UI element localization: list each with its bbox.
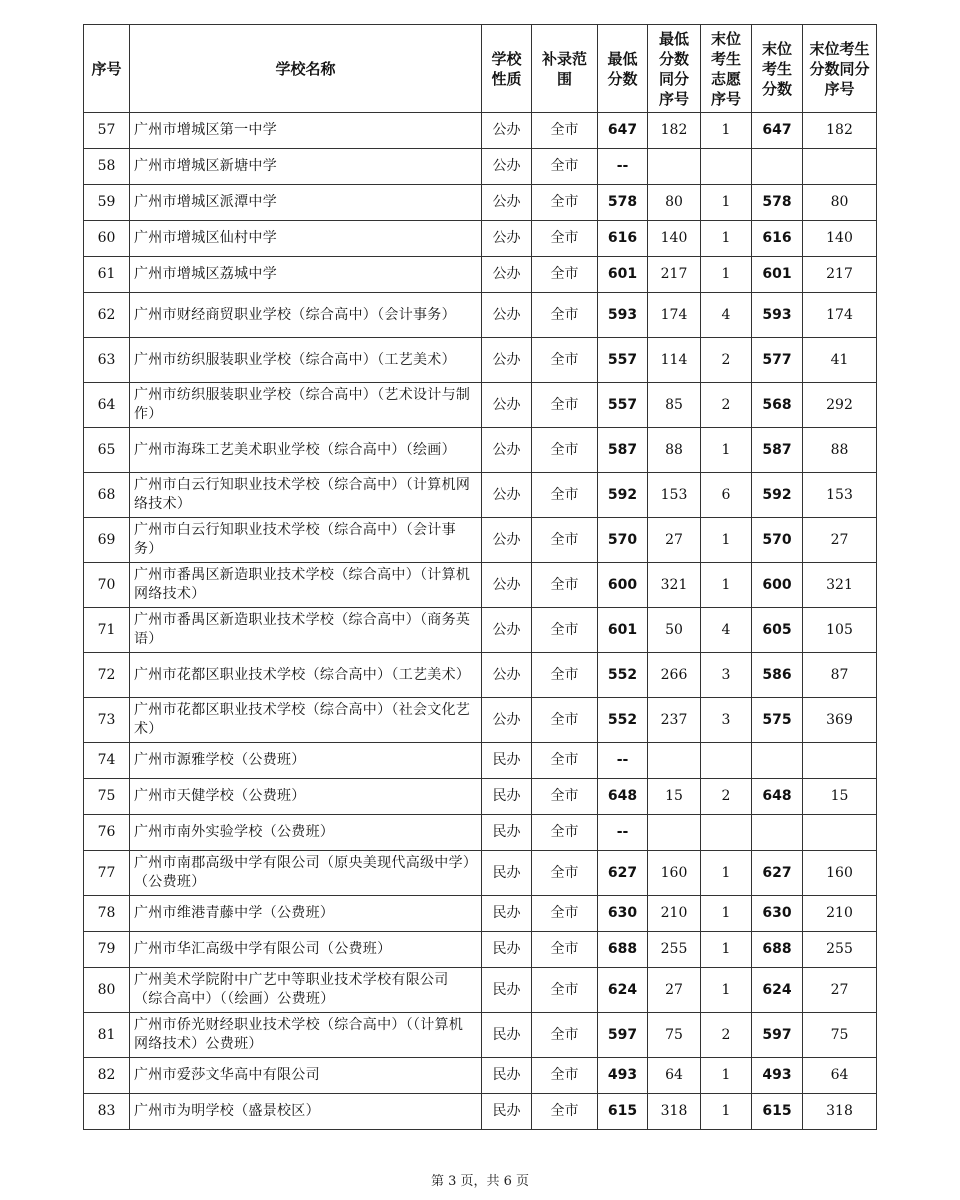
last-choice-rank-cell: 1 <box>701 257 752 293</box>
column-header-line: 序号 <box>710 89 741 108</box>
last-score-rank-cell: 27 <box>803 518 877 563</box>
last-score-rank-cell: 174 <box>803 293 877 338</box>
row-number-cell: 82 <box>84 1058 130 1094</box>
row-number-cell: 70 <box>84 563 130 608</box>
last-score-rank-cell: 88 <box>803 428 877 473</box>
column-header-line: 序号 <box>658 89 689 108</box>
last-score-rank-cell: 318 <box>803 1094 877 1130</box>
admission-scope-cell: 全市 <box>532 257 598 293</box>
last-score-cell: 627 <box>752 851 803 896</box>
last-choice-rank-cell: 2 <box>701 383 752 428</box>
school-name-cell: 广州市增城区新塘中学 <box>130 149 482 185</box>
min-score-rank-cell: 321 <box>648 563 701 608</box>
last-choice-rank-cell: 1 <box>701 896 752 932</box>
min-score-cell: 493 <box>598 1058 648 1094</box>
last-score-rank-cell: 369 <box>803 698 877 743</box>
school-name-cell: 广州市花都区职业技术学校（综合高中）（工艺美术） <box>130 653 482 698</box>
row-number-cell: 75 <box>84 779 130 815</box>
school-name-cell: 广州市增城区第一中学 <box>130 113 482 149</box>
school-name-cell: 广州市海珠工艺美术职业学校（综合高中）（绘画） <box>130 428 482 473</box>
min-score-rank-cell: 85 <box>648 383 701 428</box>
min-score-rank-cell: 174 <box>648 293 701 338</box>
school-name-cell: 广州市维港青藤中学（公费班） <box>130 896 482 932</box>
last-score-rank-cell: 210 <box>803 896 877 932</box>
admission-scope-cell: 全市 <box>532 428 598 473</box>
school-name-cell: 广州市增城区派潭中学 <box>130 185 482 221</box>
min-score-cell: 578 <box>598 185 648 221</box>
table-row <box>84 815 877 851</box>
table-row <box>84 113 877 149</box>
min-score-rank-cell: 140 <box>648 221 701 257</box>
school-name-cell: 广州市南郡高级中学有限公司（原央美现代高级中学）（公费班） <box>130 851 482 896</box>
school-nature-cell: 公办 <box>482 257 532 293</box>
last-score-rank-cell: 140 <box>803 221 877 257</box>
school-nature-cell: 民办 <box>482 815 532 851</box>
min-score-cell: 648 <box>598 779 648 815</box>
min-score-cell: 627 <box>598 851 648 896</box>
last-choice-rank-cell: 2 <box>701 779 752 815</box>
min-score-rank-cell <box>648 149 701 185</box>
last-score-cell: 593 <box>752 293 803 338</box>
last-choice-rank-cell: 1 <box>701 518 752 563</box>
school-nature-cell: 民办 <box>482 1013 532 1058</box>
table-row <box>84 698 877 743</box>
table-row <box>84 221 877 257</box>
row-number-cell: 64 <box>84 383 130 428</box>
school-nature-cell: 民办 <box>482 968 532 1013</box>
table-row <box>84 383 877 428</box>
table-row <box>84 257 877 293</box>
last-choice-rank-cell: 1 <box>701 563 752 608</box>
min-score-cell: 552 <box>598 653 648 698</box>
column-header <box>648 25 701 113</box>
last-choice-rank-cell: 4 <box>701 293 752 338</box>
last-score-cell: 587 <box>752 428 803 473</box>
last-choice-rank-cell: 1 <box>701 968 752 1013</box>
min-score-rank-cell: 237 <box>648 698 701 743</box>
last-score-rank-cell: 15 <box>803 779 877 815</box>
last-choice-rank-cell <box>701 815 752 851</box>
last-score-cell: 647 <box>752 113 803 149</box>
last-score-rank-cell <box>803 815 877 851</box>
table-row <box>84 608 877 653</box>
last-score-rank-cell: 27 <box>803 968 877 1013</box>
school-name-cell: 广州市华汇高级中学有限公司（公费班） <box>130 932 482 968</box>
min-score-cell: 557 <box>598 338 648 383</box>
last-score-rank-cell: 217 <box>803 257 877 293</box>
min-score-cell: 601 <box>598 257 648 293</box>
last-score-cell: 688 <box>752 932 803 968</box>
table-row <box>84 149 877 185</box>
row-number-cell: 77 <box>84 851 130 896</box>
admission-scope-cell: 全市 <box>532 185 598 221</box>
row-number-cell: 73 <box>84 698 130 743</box>
last-score-rank-cell: 87 <box>803 653 877 698</box>
school-name-cell: 广州市纺织服装职业学校（综合高中）（艺术设计与制作） <box>130 383 482 428</box>
last-choice-rank-cell: 3 <box>701 698 752 743</box>
admission-scope-cell: 全市 <box>532 851 598 896</box>
last-choice-rank-cell: 1 <box>701 113 752 149</box>
min-score-cell: 647 <box>598 113 648 149</box>
admission-scope-cell: 全市 <box>532 968 598 1013</box>
min-score-cell: 624 <box>598 968 648 1013</box>
table-row <box>84 653 877 698</box>
min-score-rank-cell: 266 <box>648 653 701 698</box>
column-header-line: 末位考生 <box>809 39 870 58</box>
min-score-cell: 552 <box>598 698 648 743</box>
last-choice-rank-cell: 1 <box>701 1094 752 1130</box>
last-score-rank-cell: 105 <box>803 608 877 653</box>
last-choice-rank-cell: 2 <box>701 1013 752 1058</box>
last-score-cell: 624 <box>752 968 803 1013</box>
last-score-cell: 577 <box>752 338 803 383</box>
school-name-cell: 广州市番禺区新造职业技术学校（综合高中）（计算机网络技术） <box>130 563 482 608</box>
admission-scope-cell: 全市 <box>532 608 598 653</box>
column-header <box>598 25 648 113</box>
min-score-cell: 592 <box>598 473 648 518</box>
min-score-cell: 587 <box>598 428 648 473</box>
table-row <box>84 185 877 221</box>
table-header-row <box>84 25 877 113</box>
min-score-cell: 616 <box>598 221 648 257</box>
admission-scope-cell: 全市 <box>532 1013 598 1058</box>
row-number-cell: 65 <box>84 428 130 473</box>
min-score-cell: -- <box>598 815 648 851</box>
admission-scope-cell: 全市 <box>532 293 598 338</box>
last-score-cell: 493 <box>752 1058 803 1094</box>
last-score-cell: 648 <box>752 779 803 815</box>
min-score-cell: 570 <box>598 518 648 563</box>
last-score-cell: 570 <box>752 518 803 563</box>
last-score-rank-cell: 75 <box>803 1013 877 1058</box>
admission-scope-cell: 全市 <box>532 383 598 428</box>
school-nature-cell: 民办 <box>482 1058 532 1094</box>
admission-scope-cell: 全市 <box>532 779 598 815</box>
page-number: 第 3 页，共 6 页 <box>430 1174 530 1189</box>
admission-scope-cell: 全市 <box>532 473 598 518</box>
min-score-rank-cell: 64 <box>648 1058 701 1094</box>
row-number-cell: 63 <box>84 338 130 383</box>
admission-scope-cell: 全市 <box>532 113 598 149</box>
last-score-cell: 578 <box>752 185 803 221</box>
school-nature-cell: 公办 <box>482 293 532 338</box>
row-number-cell: 61 <box>84 257 130 293</box>
min-score-rank-cell: 114 <box>648 338 701 383</box>
school-nature-cell: 公办 <box>482 563 532 608</box>
school-nature-cell: 民办 <box>482 851 532 896</box>
school-nature-cell: 公办 <box>482 113 532 149</box>
admission-scope-cell: 全市 <box>532 815 598 851</box>
last-choice-rank-cell: 1 <box>701 428 752 473</box>
min-score-rank-cell <box>648 743 701 779</box>
min-score-rank-cell: 27 <box>648 968 701 1013</box>
column-header-line: 考生 <box>761 59 792 78</box>
table-row <box>84 1013 877 1058</box>
last-score-rank-cell: 153 <box>803 473 877 518</box>
admission-scope-cell: 全市 <box>532 896 598 932</box>
school-nature-cell: 公办 <box>482 518 532 563</box>
column-header-line: 分数同分 <box>809 59 870 78</box>
last-score-rank-cell <box>803 149 877 185</box>
school-nature-cell: 公办 <box>482 149 532 185</box>
min-score-cell: 593 <box>598 293 648 338</box>
row-number-cell: 62 <box>84 293 130 338</box>
table-row <box>84 932 877 968</box>
school-nature-cell: 公办 <box>482 338 532 383</box>
min-score-rank-cell: 255 <box>648 932 701 968</box>
row-number-cell: 69 <box>84 518 130 563</box>
school-nature-cell: 民办 <box>482 1094 532 1130</box>
last-score-cell: 575 <box>752 698 803 743</box>
school-name-cell: 广州市财经商贸职业学校（综合高中）（会计事务） <box>130 293 482 338</box>
school-nature-cell: 公办 <box>482 608 532 653</box>
column-header <box>532 25 598 113</box>
row-number-cell: 78 <box>84 896 130 932</box>
school-name-cell: 广州市为明学校（盛景校区） <box>130 1094 482 1130</box>
school-nature-cell: 公办 <box>482 185 532 221</box>
min-score-rank-cell: 88 <box>648 428 701 473</box>
column-header-line: 末位 <box>761 39 792 58</box>
table-row <box>84 968 877 1013</box>
school-name-cell: 广州市白云行知职业技术学校（综合高中）（计算机网络技术） <box>130 473 482 518</box>
school-name-cell: 广州市爱莎文华高中有限公司 <box>130 1058 482 1094</box>
admission-scope-cell: 全市 <box>532 743 598 779</box>
last-score-cell: 592 <box>752 473 803 518</box>
school-nature-cell: 公办 <box>482 653 532 698</box>
admission-scope-cell: 全市 <box>532 653 598 698</box>
school-nature-cell: 民办 <box>482 932 532 968</box>
last-score-cell <box>752 149 803 185</box>
row-number-cell: 81 <box>84 1013 130 1058</box>
table-row <box>84 518 877 563</box>
last-score-cell: 605 <box>752 608 803 653</box>
admission-scope-cell: 全市 <box>532 149 598 185</box>
min-score-cell: 600 <box>598 563 648 608</box>
last-score-rank-cell: 160 <box>803 851 877 896</box>
table-row <box>84 743 877 779</box>
admission-scope-cell: 全市 <box>532 1058 598 1094</box>
column-header <box>803 25 877 113</box>
table-row <box>84 896 877 932</box>
last-score-cell <box>752 815 803 851</box>
column-header-line: 序号 <box>824 79 855 98</box>
last-choice-rank-cell: 1 <box>701 1058 752 1094</box>
last-score-cell: 615 <box>752 1094 803 1130</box>
min-score-cell: 615 <box>598 1094 648 1130</box>
last-choice-rank-cell: 3 <box>701 653 752 698</box>
last-choice-rank-cell: 2 <box>701 338 752 383</box>
min-score-cell: 688 <box>598 932 648 968</box>
school-name-cell: 广州市天健学校（公费班） <box>130 779 482 815</box>
last-score-rank-cell: 80 <box>803 185 877 221</box>
admission-scope-cell: 全市 <box>532 698 598 743</box>
last-score-cell: 630 <box>752 896 803 932</box>
admission-scope-cell: 全市 <box>532 221 598 257</box>
school-name-cell: 广州美术学院附中广艺中等职业技术学校有限公司（综合高中）（（绘画）公费班） <box>130 968 482 1013</box>
min-score-rank-cell: 50 <box>648 608 701 653</box>
table-row <box>84 563 877 608</box>
column-header-line: 末位 <box>710 29 741 48</box>
last-choice-rank-cell: 1 <box>701 851 752 896</box>
admission-scope-cell: 全市 <box>532 563 598 608</box>
column-header-line: 分数 <box>761 79 792 98</box>
row-number-cell: 76 <box>84 815 130 851</box>
min-score-cell: -- <box>598 743 648 779</box>
last-score-cell: 597 <box>752 1013 803 1058</box>
column-header <box>701 25 752 113</box>
last-score-rank-cell <box>803 743 877 779</box>
school-name-cell: 广州市白云行知职业技术学校（综合高中）（会计事务） <box>130 518 482 563</box>
last-score-rank-cell: 292 <box>803 383 877 428</box>
row-number-cell: 74 <box>84 743 130 779</box>
last-score-cell <box>752 743 803 779</box>
admission-scope-cell: 全市 <box>532 1094 598 1130</box>
admission-scope-cell: 全市 <box>532 932 598 968</box>
last-choice-rank-cell <box>701 743 752 779</box>
last-score-rank-cell: 321 <box>803 563 877 608</box>
table-row <box>84 779 877 815</box>
min-score-rank-cell <box>648 815 701 851</box>
table-row <box>84 428 877 473</box>
table-body <box>84 113 877 1130</box>
column-header-line: 性质 <box>491 69 522 88</box>
school-nature-cell: 民办 <box>482 743 532 779</box>
admission-score-table <box>83 24 877 1130</box>
last-score-cell: 601 <box>752 257 803 293</box>
school-nature-cell: 公办 <box>482 698 532 743</box>
last-choice-rank-cell: 1 <box>701 932 752 968</box>
last-score-cell: 586 <box>752 653 803 698</box>
column-header-line: 学校 <box>491 49 522 68</box>
admission-scope-cell: 全市 <box>532 518 598 563</box>
row-number-cell: 68 <box>84 473 130 518</box>
last-score-cell: 600 <box>752 563 803 608</box>
row-number-cell: 79 <box>84 932 130 968</box>
column-header-line: 最低 <box>658 29 689 48</box>
min-score-rank-cell: 210 <box>648 896 701 932</box>
school-name-cell: 广州市花都区职业技术学校（综合高中）（社会文化艺术） <box>130 698 482 743</box>
column-header-line: 补录范 <box>541 49 587 68</box>
column-header <box>752 25 803 113</box>
column-header <box>84 25 130 113</box>
column-header-line: 考生 <box>710 49 741 68</box>
last-score-rank-cell: 255 <box>803 932 877 968</box>
min-score-rank-cell: 15 <box>648 779 701 815</box>
last-choice-rank-cell <box>701 149 752 185</box>
row-number-cell: 59 <box>84 185 130 221</box>
min-score-cell: 601 <box>598 608 648 653</box>
column-header-line: 学校名称 <box>275 59 336 78</box>
school-nature-cell: 公办 <box>482 221 532 257</box>
school-name-cell: 广州市南外实验学校（公费班） <box>130 815 482 851</box>
column-header <box>130 25 482 113</box>
school-nature-cell: 公办 <box>482 383 532 428</box>
school-name-cell: 广州市纺织服装职业学校（综合高中）（工艺美术） <box>130 338 482 383</box>
row-number-cell: 57 <box>84 113 130 149</box>
last-score-cell: 568 <box>752 383 803 428</box>
school-name-cell: 广州市源雅学校（公费班） <box>130 743 482 779</box>
min-score-rank-cell: 160 <box>648 851 701 896</box>
min-score-rank-cell: 80 <box>648 185 701 221</box>
min-score-rank-cell: 153 <box>648 473 701 518</box>
school-nature-cell: 公办 <box>482 473 532 518</box>
column-header-line: 同分 <box>658 69 689 88</box>
school-name-cell: 广州市侨光财经职业技术学校（综合高中）（（计算机网络技术）公费班） <box>130 1013 482 1058</box>
last-choice-rank-cell: 4 <box>701 608 752 653</box>
school-nature-cell: 公办 <box>482 428 532 473</box>
last-choice-rank-cell: 1 <box>701 185 752 221</box>
table-row <box>84 851 877 896</box>
table-row <box>84 1058 877 1094</box>
last-score-rank-cell: 64 <box>803 1058 877 1094</box>
school-name-cell: 广州市番禺区新造职业技术学校（综合高中）（商务英语） <box>130 608 482 653</box>
column-header-line: 围 <box>556 69 572 88</box>
row-number-cell: 60 <box>84 221 130 257</box>
table-row <box>84 293 877 338</box>
last-choice-rank-cell: 6 <box>701 473 752 518</box>
last-choice-rank-cell: 1 <box>701 221 752 257</box>
row-number-cell: 72 <box>84 653 130 698</box>
column-header-line: 最低 <box>607 49 638 68</box>
last-score-rank-cell: 182 <box>803 113 877 149</box>
last-score-rank-cell: 41 <box>803 338 877 383</box>
row-number-cell: 58 <box>84 149 130 185</box>
min-score-rank-cell: 75 <box>648 1013 701 1058</box>
min-score-cell: -- <box>598 149 648 185</box>
school-nature-cell: 民办 <box>482 779 532 815</box>
column-header <box>482 25 532 113</box>
school-name-cell: 广州市增城区仙村中学 <box>130 221 482 257</box>
column-header-line: 志愿 <box>710 69 741 88</box>
min-score-cell: 557 <box>598 383 648 428</box>
column-header-line: 分数 <box>658 49 689 68</box>
table-row <box>84 1094 877 1130</box>
admission-scope-cell: 全市 <box>532 338 598 383</box>
min-score-rank-cell: 27 <box>648 518 701 563</box>
min-score-cell: 597 <box>598 1013 648 1058</box>
column-header-line: 分数 <box>607 69 638 88</box>
row-number-cell: 80 <box>84 968 130 1013</box>
table-row <box>84 473 877 518</box>
school-nature-cell: 民办 <box>482 896 532 932</box>
min-score-cell: 630 <box>598 896 648 932</box>
min-score-rank-cell: 318 <box>648 1094 701 1130</box>
last-score-cell: 616 <box>752 221 803 257</box>
min-score-rank-cell: 182 <box>648 113 701 149</box>
min-score-rank-cell: 217 <box>648 257 701 293</box>
table-row <box>84 338 877 383</box>
row-number-cell: 71 <box>84 608 130 653</box>
column-header-line: 序号 <box>91 59 122 78</box>
school-name-cell: 广州市增城区荔城中学 <box>130 257 482 293</box>
row-number-cell: 83 <box>84 1094 130 1130</box>
